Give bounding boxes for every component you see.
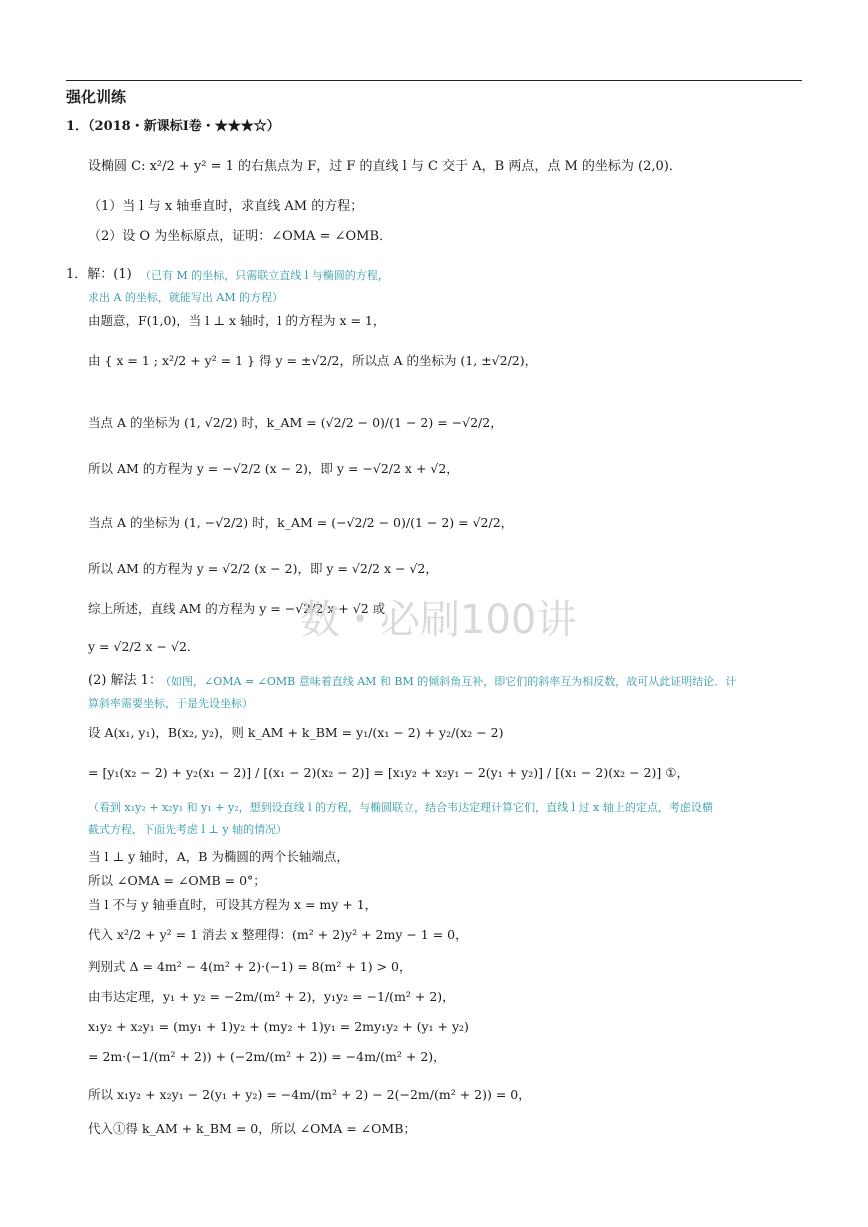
- top-rule: [66, 80, 802, 81]
- sol3-line-6: 由韦达定理，y₁ + y₂ = −2m/(m² + 2)，y₁y₂ = −1/(m² + 2)，: [88, 989, 455, 1004]
- sol-line-6: 所以 AM 的方程为 y = √2/2 (x − 2)，即 y = √2/2 x − √2，: [88, 561, 438, 576]
- sol3-line-7: x₁y₂ + x₂y₁ = (my₁ + 1)y₂ + (my₂ + 1)y₁ = 2my₁y₂ + (y₁ + y₂): [88, 1019, 469, 1034]
- sol3-line-1: 当 l ⊥ y 轴时，A，B 为椭圆的两个长轴端点，: [88, 849, 349, 864]
- sol-line-8: y = √2/2 x − √2．: [88, 639, 200, 654]
- watermark: 数・必刷100讲: [300, 597, 577, 643]
- hint-2a: （如图，∠OMA = ∠OMB 意味着直线 AM 和 BM 的倾斜角互补，即它们的斜率互为相反数，故可从此证明结论．计: [160, 675, 737, 688]
- hint-3a: （看到 x₁y₂ + x₂y₁ 和 y₁ + y₂，想到设直线 l 的方程，与椭圆联立，结合韦达定理计算它们，直线 l 过 x 轴上的定点，考虑设横: [88, 801, 713, 814]
- part-2-label: (2) 解法 1：: [88, 673, 162, 688]
- sol-line-4: 所以 AM 的方程为 y = −√2/2 (x − 2)，即 y = −√2/2 x + √2，: [88, 461, 459, 476]
- sol3-line-8: = 2m·(−1/(m² + 2)) + (−2m/(m² + 2)) = −4m/(m² + 2)，: [88, 1049, 446, 1064]
- sol3-line-4: 代入 x²/2 + y² = 1 消去 x 整理得：(m² + 2)y² + 2my − 1 = 0，: [88, 927, 468, 942]
- sol3-line-2: 所以 ∠OMA = ∠OMB = 0°；: [88, 873, 266, 888]
- problem-header: 1．（2018・新课标Ⅰ卷・★★★☆）: [66, 119, 280, 134]
- hint-1a: （已有 M 的坐标，只需联立直线 l 与椭圆的方程，: [140, 269, 389, 282]
- problem-part-2: （2）设 O 为坐标原点，证明：∠OMA = ∠OMB．: [88, 229, 393, 244]
- sol-line-1: 由题意，F(1,0)，当 l ⊥ x 轴时，l 的方程为 x = 1，: [88, 313, 386, 328]
- sol-line-7: 综上所述，直线 AM 的方程为 y = −√2/2 x + √2 或: [88, 601, 386, 616]
- hint-1b: 求出 A 的坐标，就能写出 AM 的方程）: [88, 291, 284, 304]
- section-heading: 强化训练: [66, 88, 127, 106]
- sol-line-2: 由 { x = 1 ; x²/2 + y² = 1 } 得 y = ±√2/2，所以点 A 的坐标为 (1, ±√2/2)，: [88, 353, 538, 368]
- hint-3b: 截式方程，下面先考虑 l ⊥ y 轴的情况）: [88, 823, 288, 836]
- sol3-line-9: 所以 x₁y₂ + x₂y₁ − 2(y₁ + y₂) = −4m/(m² + 2) − 2(−2m/(m² + 2)) = 0，: [88, 1087, 531, 1102]
- problem-part-1: （1）当 l 与 x 轴垂直时，求直线 AM 的方程；: [88, 199, 364, 214]
- sol2-line-1: 设 A(x₁, y₁)，B(x₂, y₂)，则 k_AM + k_BM = y₁/(x₁ − 2) + y₂/(x₂ − 2): [88, 725, 504, 740]
- sol2-line-2: = [y₁(x₂ − 2) + y₂(x₁ − 2)] / [(x₁ − 2)(x₂ − 2)] = [x₁y₂ + x₂y₁ − 2(y₁ + y₂)] / [(x₁ − 2)(x₂ − 2)] ①，: [88, 765, 689, 780]
- sol3-line-5: 判别式 Δ = 4m² − 4(m² + 2)·(−1) = 8(m² + 1) > 0，: [88, 959, 412, 974]
- hint-2b: 算斜率需要坐标，于是先设坐标）: [88, 697, 253, 710]
- sol3-line-3: 当 l 不与 y 轴垂直时，可设其方程为 x = my + 1，: [88, 897, 378, 912]
- problem-stem: 设椭圆 C: x²/2 + y² = 1 的右焦点为 F，过 F 的直线 l 与 C 交于 A，B 两点，点 M 的坐标为 (2,0)．: [88, 159, 682, 174]
- sol3-line-10: 代入①得 k_AM + k_BM = 0，所以 ∠OMA = ∠OMB；: [88, 1121, 416, 1136]
- sol-line-5: 当点 A 的坐标为 (1, −√2/2) 时，k_AM = (−√2/2 − 0)/(1 − 2) = √2/2，: [88, 515, 514, 530]
- sol-line-3: 当点 A 的坐标为 (1, √2/2) 时，k_AM = (√2/2 − 0)/(1 − 2) = −√2/2，: [88, 415, 503, 430]
- solution-start: 1．解：(1): [66, 267, 132, 282]
